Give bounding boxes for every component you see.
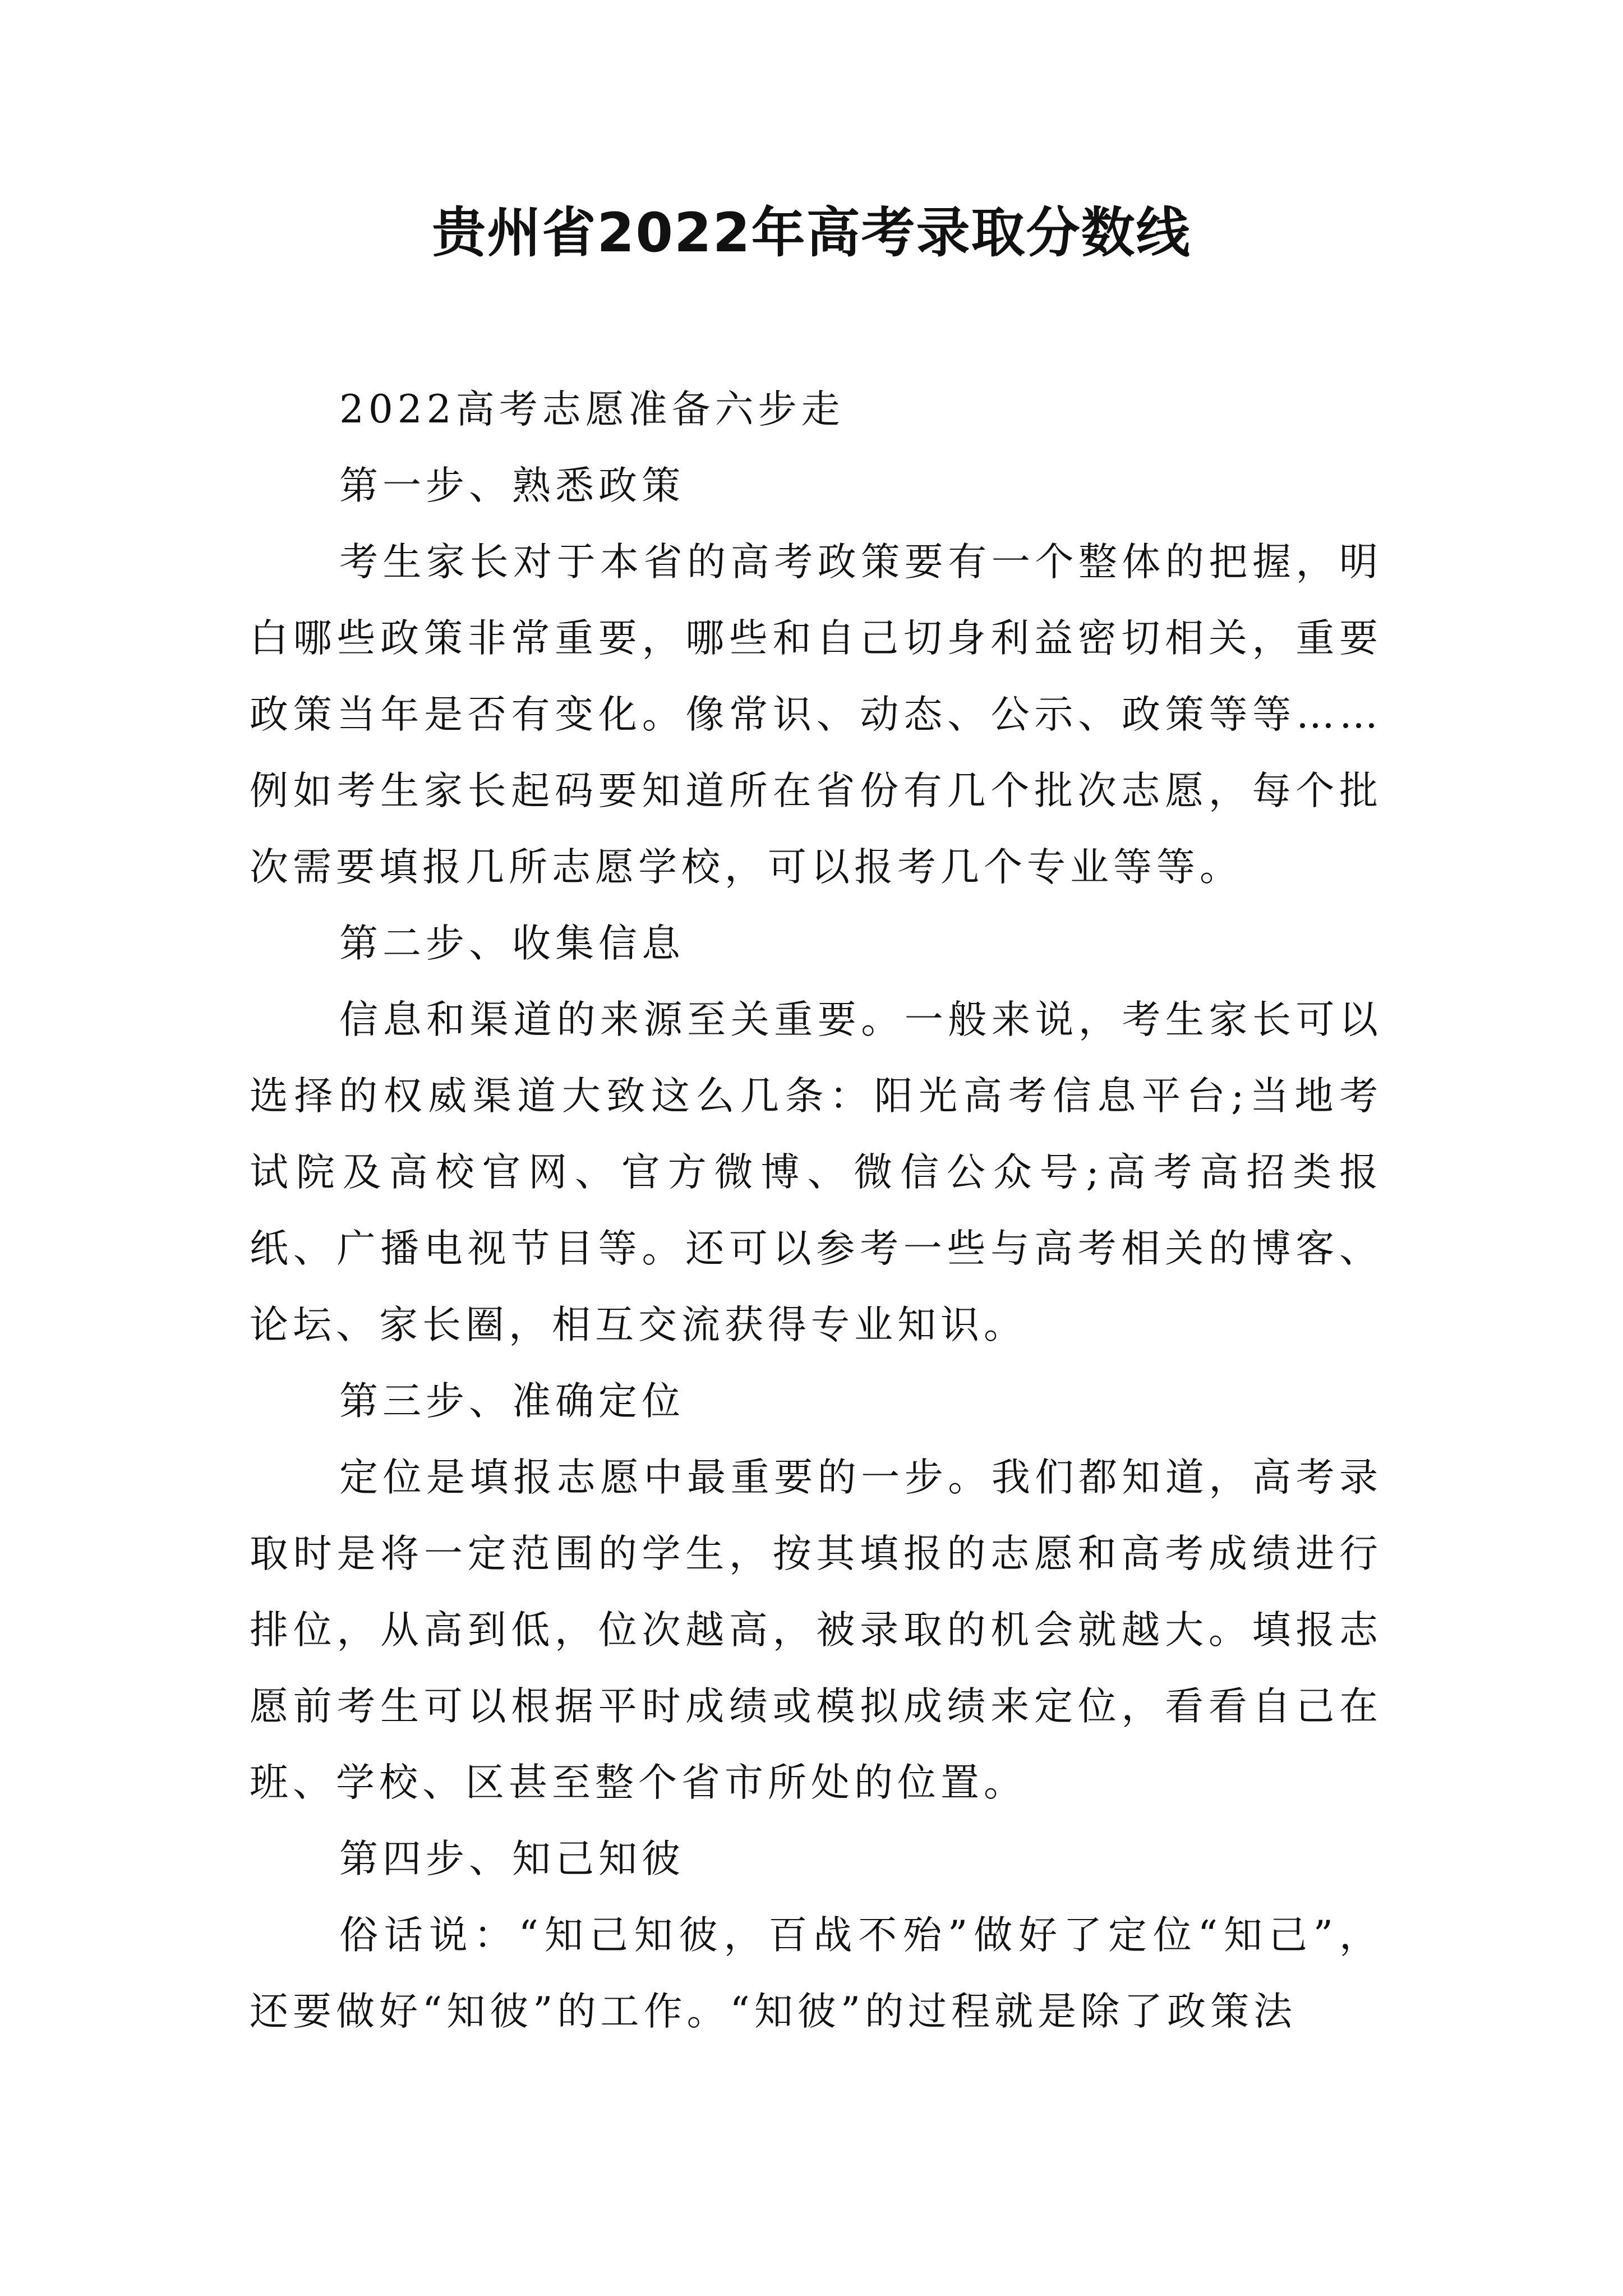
- paragraph-step-3: 定位是填报志愿中最重要的一步。我们都知道，高考录取时是将一定范围的学生，按其填报的志愿和高考成绩进行排位，从高到低，位次越高，被录取的机会就越大。填报志愿前考生可以根据平时成绩或模拟成绩来定位，看看自己在班、学校、区甚至整个省市所处的位置。: [250, 1455, 1382, 1805]
- paragraph-intro: 2022高考志愿准备六步走: [339, 387, 845, 432]
- paragraph-step-1: 考生家长对于本省的高考政策要有一个整体的把握，明白哪些政策非常重要，哪些和自己切身利益密切相关，重要政策当年是否有变化。像常识、动态、公示、政策等等……例如考生家长起码要知道所在省份有几个批次志愿，每个批次需要填报几所志愿学校，可以报考几个专业等等。: [250, 540, 1382, 890]
- document-body: [250, 371, 1382, 2050]
- document-title: 贵州省2022年高考录取分数线: [432, 201, 1191, 264]
- heading-step-4: 第四步、知己知彼: [339, 1837, 685, 1881]
- paragraph-step-4: 俗话说：“知己知彼，百战不殆”做好了定位“知己”，还要做好“知彼”的工作。“知彼”的过程就是除了政策法: [250, 1913, 1382, 2034]
- heading-step-2: 第二步、收集信息: [339, 921, 685, 966]
- heading-step-3: 第三步、准确定位: [339, 1379, 685, 1424]
- heading-step-1: 第一步、熟悉政策: [339, 463, 685, 508]
- paragraph-step-2: 信息和渠道的来源至关重要。一般来说，考生家长可以选择的权威渠道大致这么几条：阳光高考信息平台;当地考试院及高校官网、官方微博、微信公众号;高考高招类报纸、广播电视节目等。还可以参考一些与高考相关的博客、论坛、家长圈，相互交流获得专业知识。: [250, 997, 1382, 1347]
